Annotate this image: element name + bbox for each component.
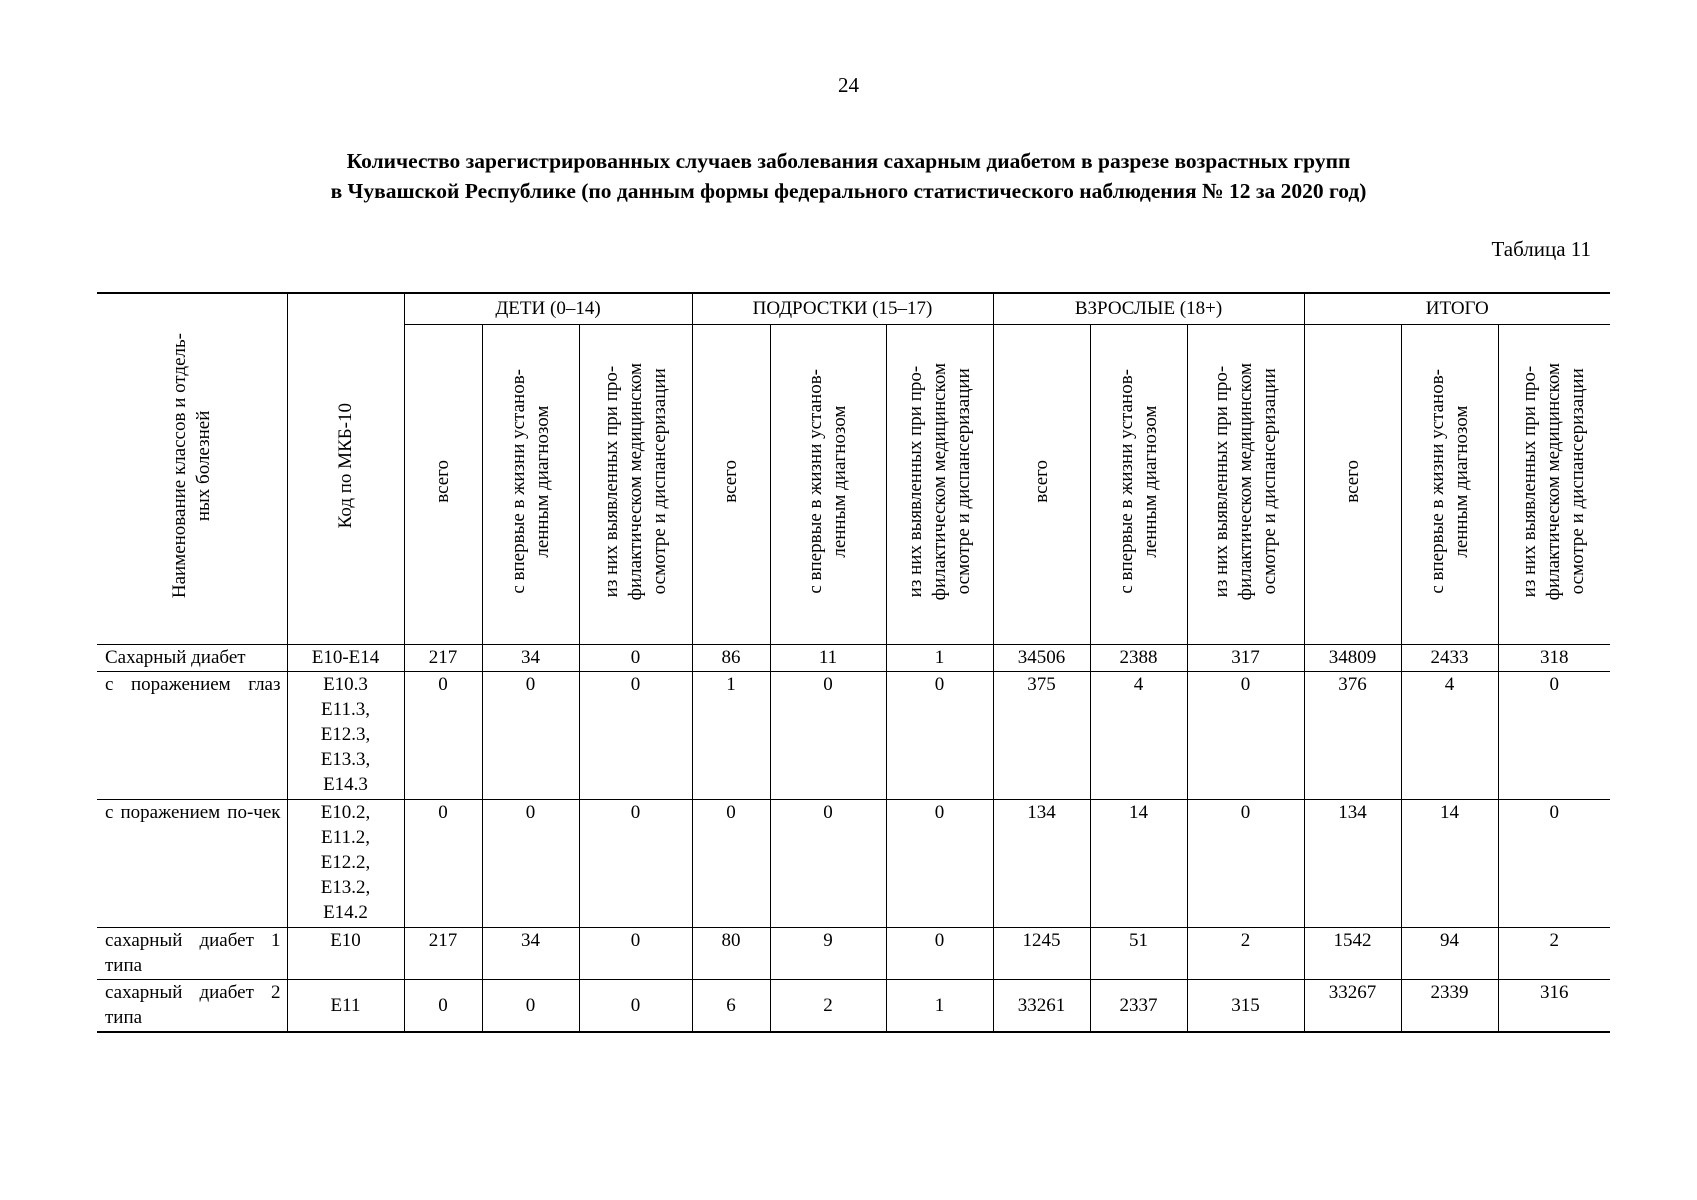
subheader-text	[1115, 369, 1163, 594]
subheader-total-first-diagnosed	[1401, 325, 1498, 645]
subheader-line-1: из них выявленных при про-	[1210, 365, 1232, 598]
subheader-text	[904, 363, 976, 600]
subheader-text	[431, 460, 455, 503]
header-code-column	[287, 293, 404, 645]
row-value: 0	[770, 800, 886, 928]
row-name: сахарный диабет 1 типа	[97, 928, 287, 980]
row-value: 4	[1401, 672, 1498, 800]
row-value: 0	[404, 672, 482, 800]
table-body	[97, 645, 1610, 1032]
row-value: 9	[770, 928, 886, 980]
row-value: 11	[770, 645, 886, 672]
row-value: 6	[692, 980, 770, 1032]
row-value: 0	[404, 980, 482, 1032]
subheader-line-3: осмотре и диспансеризации	[1567, 368, 1589, 595]
row-value: 80	[692, 928, 770, 980]
header-name-line-2: ных болезней	[192, 410, 214, 522]
subheader-line-3: осмотре и диспансеризации	[1258, 368, 1280, 595]
row-value: 34	[482, 928, 579, 980]
subheader-children-total	[404, 325, 482, 645]
header-name-text	[168, 333, 216, 598]
row-value: 0	[692, 800, 770, 928]
row-value: 0	[579, 645, 692, 672]
subheader-adults-first-diagnosed	[1090, 325, 1187, 645]
row-value: 86	[692, 645, 770, 672]
row-value: 317	[1187, 645, 1304, 672]
row-value: 375	[993, 672, 1090, 800]
table-row	[97, 800, 1610, 928]
subheader-teens-prophylactic	[886, 325, 993, 645]
subheader-line-2: филактическом медицинском	[624, 362, 646, 601]
subheader-line-3: осмотре и диспансеризации	[648, 368, 670, 595]
subheader-text	[507, 369, 555, 594]
subheader-line-1: с впервые в жизни установ-	[1115, 369, 1137, 594]
subheader-line-1: всего	[1341, 460, 1363, 503]
subheader-text	[1518, 363, 1590, 600]
row-value: 2	[1187, 928, 1304, 980]
row-value: 316	[1498, 980, 1610, 1032]
row-value: 33261	[993, 980, 1090, 1032]
subheader-line-1: с впервые в жизни установ-	[805, 369, 826, 594]
subheader-text	[1341, 460, 1365, 503]
subheader-line-1: всего	[1030, 460, 1052, 503]
row-value: 217	[404, 645, 482, 672]
row-value: 33267	[1304, 980, 1401, 1032]
row-value: 14	[1090, 800, 1187, 928]
subheader-adults-total	[993, 325, 1090, 645]
row-value: 34809	[1304, 645, 1401, 672]
subheader-line-2: филактическом медицинском	[1234, 362, 1256, 601]
subheader-line-1: всего	[432, 460, 453, 503]
row-value: 0	[579, 800, 692, 928]
header-name-column	[97, 293, 287, 645]
subheader-total-prophylactic	[1498, 325, 1610, 645]
row-value: 0	[1187, 800, 1304, 928]
group-header-teens: ПОДРОСТКИ (15–17)	[692, 293, 993, 325]
row-value: 2433	[1401, 645, 1498, 672]
table-row	[97, 980, 1610, 1032]
subheader-line-2: филактическом медицинском	[928, 362, 950, 601]
row-value: 0	[482, 672, 579, 800]
subheader-line-1: с впервые в жизни установ-	[1426, 369, 1448, 594]
subheader-adults-prophylactic	[1187, 325, 1304, 645]
subheader-total-total	[1304, 325, 1401, 645]
header-name-line-1: Наименование классов и отдель-	[168, 333, 190, 599]
row-value: 2337	[1090, 980, 1187, 1032]
subheader-teens-total	[692, 325, 770, 645]
row-value: 51	[1090, 928, 1187, 980]
row-name: сахарный диабет 2 типа	[97, 980, 287, 1032]
row-value: 217	[404, 928, 482, 980]
subheader-line-1: всего	[720, 460, 741, 503]
diabetes-table	[97, 292, 1610, 1033]
row-icd-code: E10.2, E11.2, E12.2, E13.2, E14.2	[287, 800, 404, 928]
subheader-line-2: ленным диагнозом	[1450, 405, 1472, 558]
row-icd-code: E10-E14	[287, 645, 404, 672]
row-value: 0	[886, 928, 993, 980]
subheader-line-3: осмотре и диспансеризации	[952, 368, 974, 595]
table-row	[97, 928, 1610, 980]
title-line-1: Количество зарегистрированных случаев заболевания сахарным диабетом в разрезе возрастных групп	[346, 149, 1351, 173]
row-value: 0	[1187, 672, 1304, 800]
row-icd-code: E11	[287, 980, 404, 1032]
row-value: 0	[579, 980, 692, 1032]
row-value: 1245	[993, 928, 1090, 980]
subheader-text	[600, 363, 672, 600]
subheader-children-first-diagnosed	[482, 325, 579, 645]
subheader-text	[1210, 363, 1282, 600]
subheader-line-1: с впервые в жизни установ-	[507, 369, 529, 594]
row-value: 34506	[993, 645, 1090, 672]
row-value: 34	[482, 645, 579, 672]
row-value: 0	[886, 672, 993, 800]
group-header-total: ИТОГО	[1304, 293, 1610, 325]
table-row	[97, 672, 1610, 800]
row-value: 1542	[1304, 928, 1401, 980]
row-value: 1	[886, 645, 993, 672]
table-label: Таблица 11	[1491, 237, 1591, 261]
subheader-line-2: ленным диагнозом	[1139, 405, 1161, 558]
row-value: 0	[404, 800, 482, 928]
subheader-text	[719, 460, 743, 503]
subheader-children-prophylactic	[579, 325, 692, 645]
row-value: 0	[1498, 800, 1610, 928]
row-value: 0	[482, 980, 579, 1032]
row-value: 318	[1498, 645, 1610, 672]
title-line-2: в Чувашской Республике (по данным формы федерального статистического наблюдения № 12 за 2020 год)	[330, 179, 1367, 203]
row-value: 1	[692, 672, 770, 800]
row-value: 0	[886, 800, 993, 928]
row-value: 2388	[1090, 645, 1187, 672]
subheader-line-2: ленным диагнозом	[829, 405, 850, 558]
row-value: 1	[886, 980, 993, 1032]
row-value: 315	[1187, 980, 1304, 1032]
subheader-line-1: из них выявленных при про-	[904, 365, 926, 598]
row-value: 134	[993, 800, 1090, 928]
row-value: 0	[1498, 672, 1610, 800]
group-header-adults: ВЗРОСЛЫЕ (18+)	[993, 293, 1304, 325]
subheader-text	[1426, 369, 1474, 594]
row-value: 4	[1090, 672, 1187, 800]
row-value: 0	[482, 800, 579, 928]
row-value: 94	[1401, 928, 1498, 980]
group-header-children: ДЕТИ (0–14)	[404, 293, 692, 325]
row-value: 14	[1401, 800, 1498, 928]
row-value: 2	[770, 980, 886, 1032]
subheader-line-1: из них выявленных при про-	[600, 365, 622, 598]
row-name: с поражением по-чек	[97, 800, 287, 928]
row-value: 0	[579, 928, 692, 980]
row-name: с поражением глаз	[97, 672, 287, 800]
row-value: 376	[1304, 672, 1401, 800]
subheader-text	[804, 369, 852, 594]
subheader-teens-first-diagnosed	[770, 325, 886, 645]
table-row	[97, 645, 1610, 672]
page-number: 24	[838, 73, 859, 97]
row-value: 0	[770, 672, 886, 800]
subheader-text	[1030, 460, 1054, 503]
row-value: 2	[1498, 928, 1610, 980]
page-title	[0, 146, 1697, 206]
row-value: 0	[579, 672, 692, 800]
row-value: 2339	[1401, 980, 1498, 1032]
subheader-line-2: филактическом медицинском	[1543, 362, 1565, 601]
row-name: Сахарный диабет	[97, 645, 287, 672]
row-icd-code: E10.3 E11.3, E12.3, E13.3, E14.3	[287, 672, 404, 800]
subheader-line-1: из них выявленных при про-	[1519, 365, 1541, 598]
header-code-text: Код по МКБ-10	[334, 403, 356, 529]
row-icd-code: E10	[287, 928, 404, 980]
row-value: 134	[1304, 800, 1401, 928]
subheader-line-2: ленным диагнозом	[531, 405, 553, 558]
